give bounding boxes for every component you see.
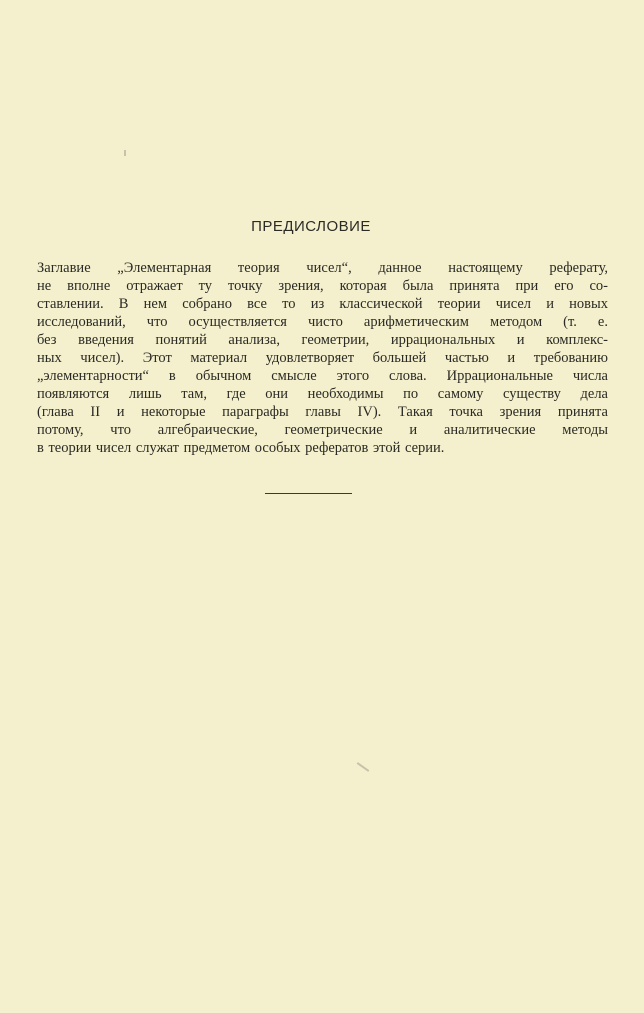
paper-speck <box>357 762 370 772</box>
section-divider <box>265 493 352 494</box>
text-line: потому, что алгебраические, геометрические и аналитические методы <box>37 422 608 438</box>
text-line: без введения понятий анализа, геометрии, иррациональных и комплекс- <box>37 332 608 348</box>
paper-speck <box>124 150 126 156</box>
text-line: (глава II и некоторые параграфы главы IV). Такая точка зрения принята <box>37 404 608 420</box>
page-heading: ПРЕДИСЛОВИЕ <box>251 218 371 235</box>
text-line: не вполне отражает ту точку зрения, которая была принята при его со- <box>37 278 608 294</box>
text-line: исследований, что осуществляется чисто арифметическим методом (т. е. <box>37 314 608 330</box>
text-line: появляются лишь там, где они необходимы по самому существу дела <box>37 386 608 402</box>
text-line: ставлении. В нем собрано все то из классической теории чисел и новых <box>37 296 608 312</box>
text-line: „элементарности“ в обычном смысле этого слова. Иррациональные числа <box>37 368 608 384</box>
text-line: в теории чисел служат предметом особых рефератов этой серии. <box>37 440 445 456</box>
text-line: Заглавие „Элементарная теория чисел“, данное настоящему реферату, <box>37 260 608 276</box>
preface-paragraph <box>37 259 608 457</box>
text-line: ных чисел). Этот материал удовлетворяет большей частью и требованию <box>37 350 608 366</box>
